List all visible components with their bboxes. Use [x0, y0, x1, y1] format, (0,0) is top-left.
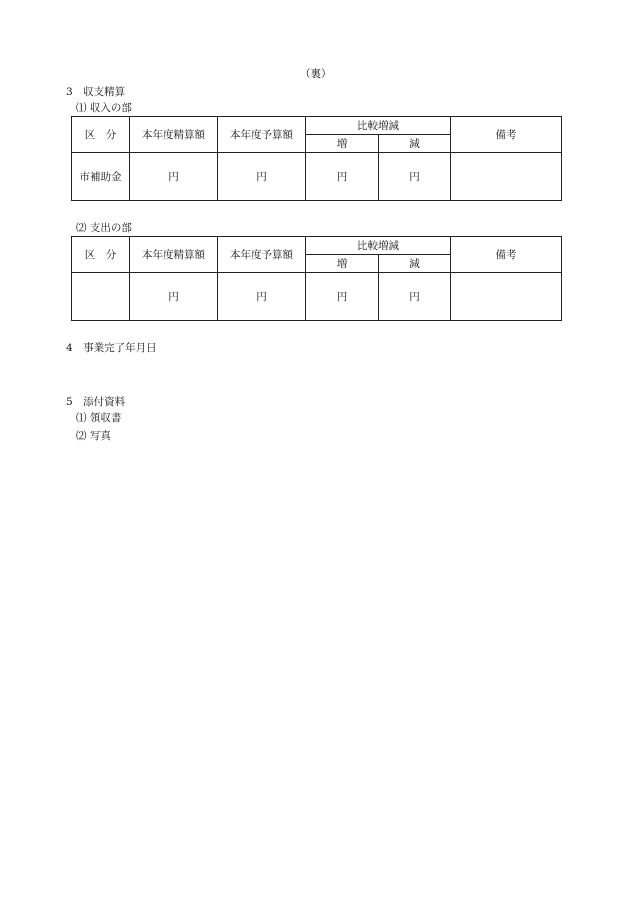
- row-settled: 円: [130, 273, 218, 321]
- header-budget: 本年度予算額: [218, 237, 306, 273]
- section-4-title: 4 事業完了年月日: [66, 342, 157, 354]
- header-remarks: 備考: [451, 117, 562, 153]
- income-subtitle: ⑴ 収入の部: [76, 102, 132, 114]
- row-category: 市補助金: [72, 153, 130, 201]
- section-3-title: 3 収支精算: [66, 86, 126, 98]
- table-row: [72, 273, 562, 321]
- row-budget: 円: [218, 153, 306, 201]
- header-compare: 比較増減: [306, 237, 451, 255]
- expense-subtitle: ⑵ 支出の部: [76, 222, 132, 234]
- row-settled: 円: [130, 153, 218, 201]
- page-label: （裏）: [300, 68, 332, 80]
- header-category: 区 分: [72, 237, 130, 273]
- row-remarks: [451, 273, 562, 321]
- table-row: [72, 153, 562, 201]
- attachment-item: ⑵ 写真: [76, 430, 111, 442]
- row-increase: 円: [306, 273, 379, 321]
- section-5-title: 5 添付資料: [66, 396, 126, 408]
- header-budget: 本年度予算額: [218, 117, 306, 153]
- header-category: 区 分: [72, 117, 130, 153]
- header-increase: 増: [306, 255, 379, 273]
- attachment-item: ⑴ 領収書: [76, 412, 122, 424]
- row-category: [72, 273, 130, 321]
- row-decrease: 円: [379, 153, 451, 201]
- header-compare: 比較増減: [306, 117, 451, 135]
- header-settled: 本年度精算額: [130, 237, 218, 273]
- header-settled: 本年度精算額: [130, 117, 218, 153]
- row-budget: 円: [218, 273, 306, 321]
- header-increase: 増: [306, 135, 379, 153]
- header-decrease: 減: [379, 255, 451, 273]
- row-increase: 円: [306, 153, 379, 201]
- expense-table: [71, 236, 562, 321]
- header-remarks: 備考: [451, 237, 562, 273]
- row-decrease: 円: [379, 273, 451, 321]
- row-remarks: [451, 153, 562, 201]
- header-decrease: 減: [379, 135, 451, 153]
- income-table: [71, 116, 562, 201]
